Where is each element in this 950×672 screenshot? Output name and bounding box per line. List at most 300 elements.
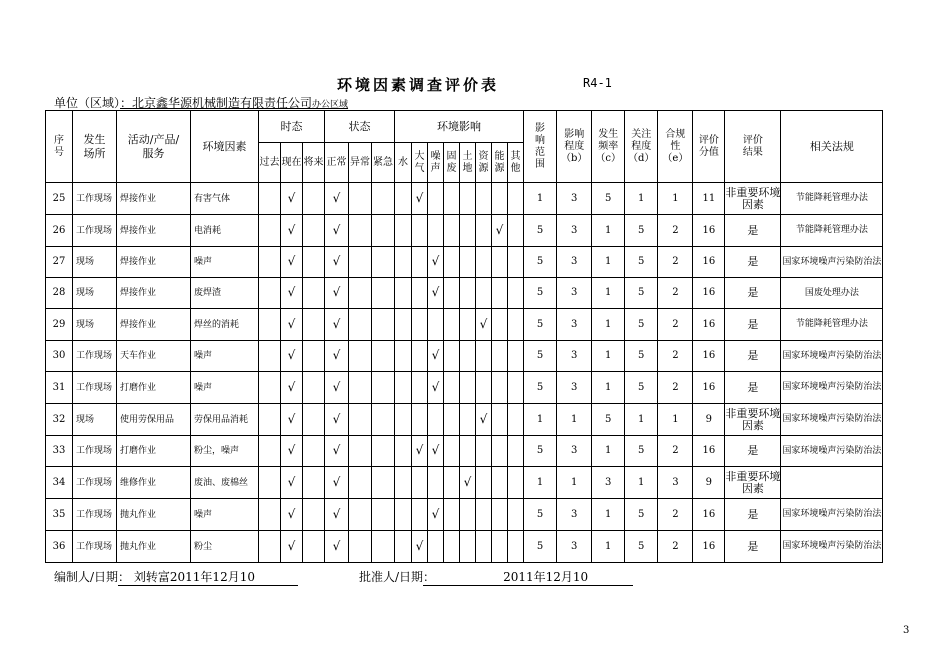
tense-cell xyxy=(303,215,325,247)
row-activity: 焊接作业 xyxy=(117,247,191,278)
tense-cell xyxy=(281,404,303,436)
row-score: 16 xyxy=(693,278,725,309)
header-impact-0: 水 xyxy=(395,143,412,183)
state-cell xyxy=(372,183,395,215)
tense-cell xyxy=(303,531,325,563)
state-cell xyxy=(325,499,349,531)
check-mark-icon: √ xyxy=(332,222,341,237)
tense-cell xyxy=(259,183,281,215)
row-degree: 3 xyxy=(557,436,592,467)
header-state-2: 紧急 xyxy=(372,143,395,183)
impact-cell xyxy=(476,215,492,247)
impact-cell xyxy=(492,247,508,278)
row-activity: 焊接作业 xyxy=(117,278,191,309)
state-cell xyxy=(372,499,395,531)
row-activity: 抛丸作业 xyxy=(117,531,191,563)
header-tense-2: 将来 xyxy=(303,143,325,183)
row-place: 工作现场 xyxy=(73,341,117,372)
approved-value-line xyxy=(423,568,633,586)
row-place: 工作现场 xyxy=(73,372,117,404)
row-legal: 2 xyxy=(658,372,693,404)
check-mark-icon: √ xyxy=(431,443,440,457)
row-concern: 5 xyxy=(625,247,658,278)
row-result: 是 xyxy=(725,436,781,467)
row-concern: 5 xyxy=(625,531,658,563)
row-degree: 3 xyxy=(557,341,592,372)
row-law: 国废处理办法 xyxy=(781,278,883,309)
row-result: 非重要环境因素 xyxy=(725,467,781,499)
check-mark-icon: √ xyxy=(332,379,341,394)
row-degree: 3 xyxy=(557,531,592,563)
check-mark-icon: √ xyxy=(463,474,472,489)
header-impact-6: 能源 xyxy=(492,143,508,183)
impact-cell xyxy=(444,215,460,247)
row-law: 国家环境噪声污染防治法 xyxy=(781,531,883,563)
impact-cell xyxy=(395,436,412,467)
tense-cell xyxy=(281,531,303,563)
header-impact-2: 噪声 xyxy=(428,143,444,183)
impact-cell xyxy=(395,215,412,247)
row-score: 16 xyxy=(693,215,725,247)
row-scope: 5 xyxy=(524,247,557,278)
row-frequency: 1 xyxy=(592,278,625,309)
impact-cell xyxy=(428,436,444,467)
header-law: 相关法规 xyxy=(781,111,883,183)
row-law: 国家环境噪声污染防治法 xyxy=(781,247,883,278)
row-number: 27 xyxy=(46,247,73,278)
tense-cell xyxy=(303,436,325,467)
impact-cell xyxy=(460,278,476,309)
row-number: 26 xyxy=(46,215,73,247)
impact-cell xyxy=(460,404,476,436)
tense-cell xyxy=(281,341,303,372)
row-score: 16 xyxy=(693,247,725,278)
row-frequency: 1 xyxy=(592,341,625,372)
tense-cell xyxy=(303,309,325,341)
state-cell xyxy=(325,278,349,309)
row-scope: 1 xyxy=(524,183,557,215)
header-place: 发生场所 xyxy=(73,111,117,183)
impact-cell xyxy=(476,341,492,372)
row-factor: 噪声 xyxy=(191,499,259,531)
tense-cell xyxy=(303,278,325,309)
row-legal: 1 xyxy=(658,404,693,436)
impact-cell xyxy=(508,341,524,372)
document-title: 环境因素调查评价表 xyxy=(337,76,500,94)
impact-cell xyxy=(412,341,428,372)
impact-cell xyxy=(492,436,508,467)
header-tense-1: 现在 xyxy=(281,143,303,183)
row-law: 节能降耗管理办法 xyxy=(781,183,883,215)
check-mark-icon: √ xyxy=(431,254,440,268)
row-score: 16 xyxy=(693,436,725,467)
row-law: 国家环境噪声污染防治法 xyxy=(781,499,883,531)
check-mark-icon: √ xyxy=(287,538,296,553)
row-number: 36 xyxy=(46,531,73,563)
row-factor: 粉尘，噪声 xyxy=(191,436,259,467)
row-scope: 5 xyxy=(524,436,557,467)
header-result: 评价结果 xyxy=(725,111,781,183)
impact-cell xyxy=(460,341,476,372)
table-row xyxy=(46,436,883,467)
row-legal: 2 xyxy=(658,499,693,531)
row-number: 34 xyxy=(46,467,73,499)
impact-cell xyxy=(476,436,492,467)
tense-cell xyxy=(281,278,303,309)
check-mark-icon: √ xyxy=(332,411,341,426)
impact-cell xyxy=(444,499,460,531)
row-concern: 5 xyxy=(625,309,658,341)
header-state-0: 正常 xyxy=(325,143,349,183)
impact-cell xyxy=(395,372,412,404)
row-degree: 3 xyxy=(557,215,592,247)
row-concern: 1 xyxy=(625,404,658,436)
check-mark-icon: √ xyxy=(332,443,341,457)
row-result: 是 xyxy=(725,372,781,404)
impact-cell xyxy=(395,247,412,278)
tense-cell xyxy=(281,436,303,467)
row-result: 是 xyxy=(725,499,781,531)
row-legal: 2 xyxy=(658,531,693,563)
row-frequency: 1 xyxy=(592,499,625,531)
impact-cell xyxy=(412,309,428,341)
state-cell xyxy=(325,372,349,404)
check-mark-icon: √ xyxy=(415,443,424,457)
row-law: 国家环境噪声污染防治法 xyxy=(781,341,883,372)
row-place: 工作现场 xyxy=(73,183,117,215)
header-concern: 关注程度（d） xyxy=(625,111,658,183)
row-activity: 焊接作业 xyxy=(117,215,191,247)
impact-cell xyxy=(412,499,428,531)
impact-cell xyxy=(460,531,476,563)
header-impact-4: 土地 xyxy=(460,143,476,183)
row-law: 国家环境噪声污染防治法 xyxy=(781,436,883,467)
check-mark-icon: √ xyxy=(479,411,488,426)
row-place: 工作现场 xyxy=(73,215,117,247)
impact-cell xyxy=(395,341,412,372)
impact-cell xyxy=(428,499,444,531)
tense-cell xyxy=(259,499,281,531)
impact-cell xyxy=(476,183,492,215)
impact-cell xyxy=(508,499,524,531)
row-number: 31 xyxy=(46,372,73,404)
state-cell xyxy=(349,247,372,278)
row-activity: 维修作业 xyxy=(117,467,191,499)
row-number: 29 xyxy=(46,309,73,341)
tense-cell xyxy=(259,215,281,247)
check-mark-icon: √ xyxy=(332,254,341,268)
state-cell xyxy=(325,341,349,372)
impact-cell xyxy=(508,215,524,247)
row-factor: 有害气体 xyxy=(191,183,259,215)
impact-cell xyxy=(428,278,444,309)
row-number: 30 xyxy=(46,341,73,372)
row-score: 16 xyxy=(693,531,725,563)
state-cell xyxy=(325,183,349,215)
row-frequency: 1 xyxy=(592,247,625,278)
impact-cell xyxy=(412,215,428,247)
row-scope: 1 xyxy=(524,467,557,499)
state-cell xyxy=(372,278,395,309)
check-mark-icon: √ xyxy=(287,474,296,489)
row-concern: 5 xyxy=(625,499,658,531)
impact-cell xyxy=(395,499,412,531)
header-impact-7: 其他 xyxy=(508,143,524,183)
impact-cell xyxy=(476,531,492,563)
check-mark-icon: √ xyxy=(287,411,296,426)
row-degree: 3 xyxy=(557,183,592,215)
impact-cell xyxy=(476,309,492,341)
row-activity: 打磨作业 xyxy=(117,372,191,404)
row-degree: 3 xyxy=(557,278,592,309)
tense-cell xyxy=(303,404,325,436)
impact-cell xyxy=(444,372,460,404)
prepared-value: 刘转富2011年12月10 xyxy=(133,570,255,584)
impact-cell xyxy=(428,372,444,404)
impact-cell xyxy=(412,183,428,215)
row-law: 节能降耗管理办法 xyxy=(781,309,883,341)
impact-cell xyxy=(492,215,508,247)
tense-cell xyxy=(259,467,281,499)
row-concern: 5 xyxy=(625,372,658,404)
row-activity: 焊接作业 xyxy=(117,309,191,341)
impact-cell xyxy=(508,309,524,341)
row-degree: 1 xyxy=(557,467,592,499)
state-cell xyxy=(325,467,349,499)
impact-cell xyxy=(444,436,460,467)
tense-cell xyxy=(259,309,281,341)
impact-cell xyxy=(460,436,476,467)
row-number: 35 xyxy=(46,499,73,531)
table-body xyxy=(46,183,883,563)
impact-cell xyxy=(460,247,476,278)
prepared-value-line xyxy=(118,568,298,586)
prepared-by xyxy=(54,568,298,586)
impact-cell xyxy=(476,404,492,436)
impact-cell xyxy=(428,215,444,247)
row-activity: 抛丸作业 xyxy=(117,499,191,531)
state-cell xyxy=(349,278,372,309)
table-row xyxy=(46,215,883,247)
row-number: 25 xyxy=(46,183,73,215)
check-mark-icon: √ xyxy=(332,348,341,362)
table-row xyxy=(46,531,883,563)
evaluation-table xyxy=(45,110,883,563)
row-frequency: 5 xyxy=(592,183,625,215)
header-degree: 影响程度（b） xyxy=(557,111,592,183)
row-factor: 噪声 xyxy=(191,247,259,278)
state-cell xyxy=(349,404,372,436)
row-concern: 1 xyxy=(625,183,658,215)
row-scope: 5 xyxy=(524,341,557,372)
row-score: 9 xyxy=(693,404,725,436)
check-mark-icon: √ xyxy=(495,222,504,237)
row-place: 工作现场 xyxy=(73,531,117,563)
tense-cell xyxy=(303,372,325,404)
impact-cell xyxy=(508,247,524,278)
row-degree: 3 xyxy=(557,499,592,531)
check-mark-icon: √ xyxy=(332,474,341,489)
header-legal: 合规性（e） xyxy=(658,111,693,183)
impact-cell xyxy=(460,183,476,215)
row-degree: 1 xyxy=(557,404,592,436)
document-title-bar xyxy=(0,74,950,96)
impact-cell xyxy=(460,309,476,341)
check-mark-icon: √ xyxy=(431,506,440,521)
tense-cell xyxy=(303,341,325,372)
header-frequency: 发生频率（c） xyxy=(592,111,625,183)
impact-cell xyxy=(444,247,460,278)
impact-cell xyxy=(492,372,508,404)
row-scope: 5 xyxy=(524,215,557,247)
row-result: 是 xyxy=(725,278,781,309)
row-legal: 2 xyxy=(658,215,693,247)
impact-cell xyxy=(412,467,428,499)
state-cell xyxy=(325,215,349,247)
row-degree: 3 xyxy=(557,309,592,341)
row-frequency: 1 xyxy=(592,372,625,404)
row-activity: 焊接作业 xyxy=(117,183,191,215)
impact-cell xyxy=(492,183,508,215)
form-code: R4-1 xyxy=(583,76,612,90)
row-law: 国家环境噪声污染防治法 xyxy=(781,372,883,404)
row-factor: 噪声 xyxy=(191,341,259,372)
tense-cell xyxy=(259,404,281,436)
impact-cell xyxy=(476,499,492,531)
tense-cell xyxy=(303,467,325,499)
impact-cell xyxy=(395,531,412,563)
row-legal: 2 xyxy=(658,247,693,278)
state-cell xyxy=(349,309,372,341)
row-legal: 1 xyxy=(658,183,693,215)
state-cell xyxy=(372,215,395,247)
row-factor: 电消耗 xyxy=(191,215,259,247)
unit-company: 北京鑫华源机械制造有限责任公司 xyxy=(132,96,313,110)
tense-cell xyxy=(281,247,303,278)
impact-cell xyxy=(476,278,492,309)
row-concern: 1 xyxy=(625,467,658,499)
check-mark-icon: √ xyxy=(332,506,341,521)
row-result: 非重要环境因素 xyxy=(725,404,781,436)
page-number: 3 xyxy=(903,625,910,636)
approved-label: 批准人/日期 xyxy=(359,570,424,584)
impact-cell xyxy=(508,372,524,404)
row-concern: 5 xyxy=(625,341,658,372)
row-place: 工作现场 xyxy=(73,467,117,499)
impact-cell xyxy=(492,531,508,563)
state-cell xyxy=(372,404,395,436)
impact-cell xyxy=(412,372,428,404)
row-activity: 打磨作业 xyxy=(117,436,191,467)
impact-cell xyxy=(428,531,444,563)
check-mark-icon: √ xyxy=(415,538,424,553)
row-factor: 废焊渣 xyxy=(191,278,259,309)
state-cell xyxy=(349,499,372,531)
impact-cell xyxy=(492,309,508,341)
check-mark-icon: √ xyxy=(332,538,341,553)
row-factor: 噪声 xyxy=(191,372,259,404)
check-mark-icon: √ xyxy=(332,316,341,331)
tense-cell xyxy=(281,215,303,247)
row-result: 是 xyxy=(725,247,781,278)
row-scope: 5 xyxy=(524,372,557,404)
row-number: 33 xyxy=(46,436,73,467)
state-cell xyxy=(372,372,395,404)
tense-cell xyxy=(259,436,281,467)
impact-cell xyxy=(395,183,412,215)
row-frequency: 3 xyxy=(592,467,625,499)
row-score: 16 xyxy=(693,309,725,341)
approved-by xyxy=(359,568,633,586)
state-cell xyxy=(325,309,349,341)
header-score: 评价分值 xyxy=(693,111,725,183)
impact-cell xyxy=(412,436,428,467)
impact-cell xyxy=(428,183,444,215)
impact-cell xyxy=(444,404,460,436)
check-mark-icon: √ xyxy=(287,254,296,268)
impact-cell xyxy=(476,372,492,404)
header-state: 状态 xyxy=(325,111,395,143)
impact-cell xyxy=(508,278,524,309)
row-scope: 5 xyxy=(524,309,557,341)
row-place: 现场 xyxy=(73,278,117,309)
impact-cell xyxy=(444,278,460,309)
impact-cell xyxy=(476,247,492,278)
tense-cell xyxy=(259,278,281,309)
check-mark-icon: √ xyxy=(431,348,440,362)
state-cell xyxy=(349,436,372,467)
check-mark-icon: √ xyxy=(287,316,296,331)
impact-cell xyxy=(428,247,444,278)
impact-cell xyxy=(476,467,492,499)
check-mark-icon: √ xyxy=(332,190,341,205)
row-result: 是 xyxy=(725,215,781,247)
row-law xyxy=(781,467,883,499)
impact-cell xyxy=(460,499,476,531)
tense-cell xyxy=(281,372,303,404)
row-place: 现场 xyxy=(73,404,117,436)
row-legal: 3 xyxy=(658,467,693,499)
impact-cell xyxy=(395,278,412,309)
row-law: 节能降耗管理办法 xyxy=(781,215,883,247)
impact-cell xyxy=(444,341,460,372)
table-row xyxy=(46,341,883,372)
table-row xyxy=(46,404,883,436)
tense-cell xyxy=(303,183,325,215)
header-tense: 时态 xyxy=(259,111,325,143)
unit-line xyxy=(54,94,348,111)
check-mark-icon: √ xyxy=(287,222,296,237)
impact-cell xyxy=(395,467,412,499)
impact-cell xyxy=(508,183,524,215)
check-mark-icon: √ xyxy=(287,285,296,299)
table-row xyxy=(46,499,883,531)
state-cell xyxy=(325,436,349,467)
table-row xyxy=(46,278,883,309)
row-concern: 5 xyxy=(625,436,658,467)
row-legal: 2 xyxy=(658,309,693,341)
row-activity: 使用劳保用品 xyxy=(117,404,191,436)
tense-cell xyxy=(303,247,325,278)
row-concern: 5 xyxy=(625,215,658,247)
row-place: 工作现场 xyxy=(73,436,117,467)
approved-colon: ： xyxy=(423,570,436,584)
impact-cell xyxy=(395,404,412,436)
impact-cell xyxy=(444,309,460,341)
row-number: 32 xyxy=(46,404,73,436)
row-result: 是 xyxy=(725,309,781,341)
unit-area: 办公区域 xyxy=(312,100,349,110)
